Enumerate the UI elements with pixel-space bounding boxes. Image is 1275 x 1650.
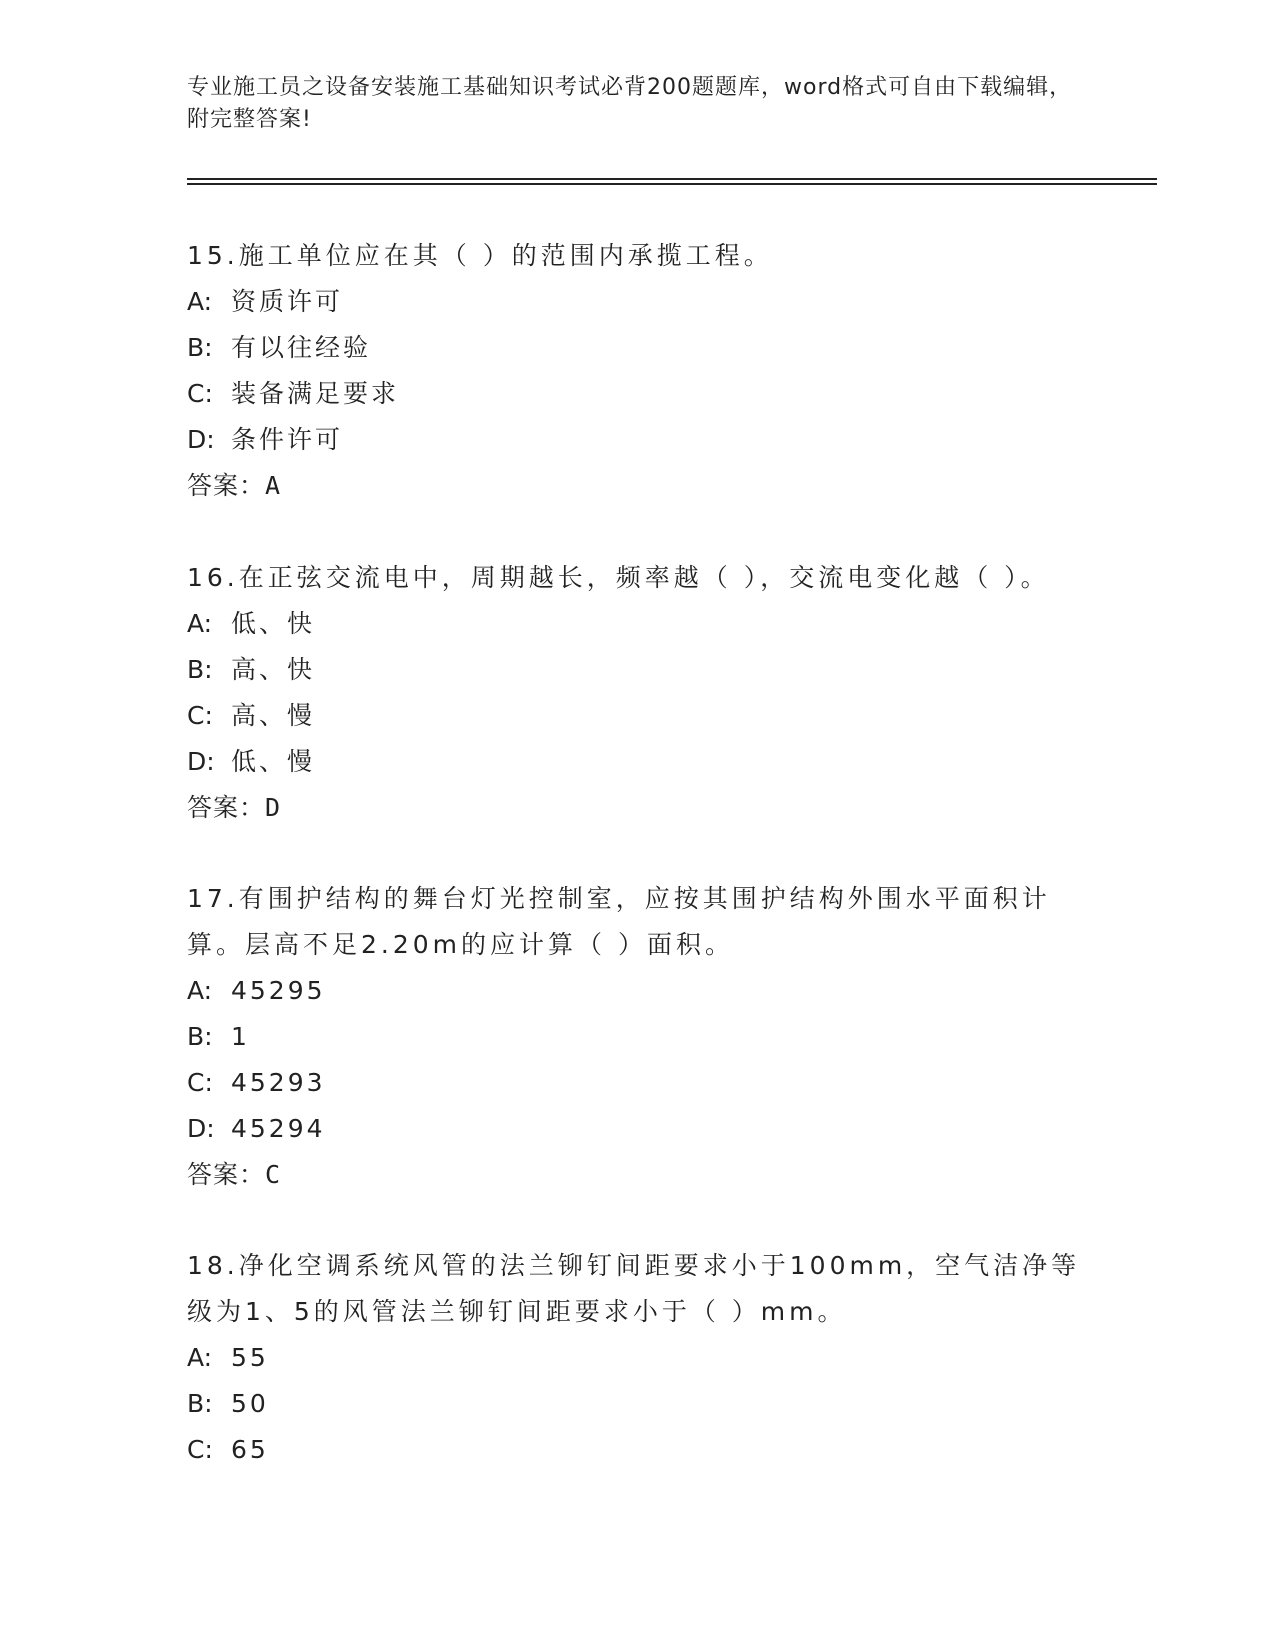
option-text: 65 [231,1435,269,1464]
option-c [187,371,1087,417]
answer-label: 答案： [187,793,266,822]
option-d [187,417,1087,463]
answer-label: 答案： [187,1160,266,1189]
answer-line [187,1152,1087,1198]
answer-value: C [265,1160,282,1189]
option-letter: C: [187,701,213,730]
option-text: 高、慢 [231,701,316,730]
answer-label: 答案： [187,471,266,500]
option-text: 资质许可 [231,287,344,316]
option-letter: B: [187,1389,213,1418]
option-a [187,601,1087,647]
option-letter: B: [187,1022,213,1051]
option-letter: C: [187,1435,213,1464]
option-a [187,968,1087,1014]
option-letter: A: [187,976,213,1005]
option-c [187,1427,1087,1473]
option-text: 装备满足要求 [231,379,400,408]
option-letter: B: [187,333,213,362]
option-text: 低、快 [231,609,316,638]
option-c [187,693,1087,739]
option-b [187,1014,1087,1060]
option-text: 有以往经验 [231,333,372,362]
question-title: 18.净化空调系统风管的法兰铆钉间距要求小于100mm，空气洁净等级为1、5的风管法兰铆钉间距要求小于（ ）mm。 [187,1251,1081,1326]
question-title: 17.有围护结构的舞台灯光控制室，应按其围护结构外围水平面积计算。层高不足2.20m的应计算（ ）面积。 [187,884,1051,959]
answer-value: D [265,793,282,822]
document-header-description: 专业施工员之设备安装施工基础知识考试必背200题题库，word格式可自由下载编辑，附完整答案! [187,75,1073,132]
question-17 [187,876,1087,1198]
header-divider-bottom [187,183,1157,185]
option-text: 高、快 [231,655,316,684]
answer-value: A [265,471,282,500]
question-16 [187,555,1087,831]
option-letter: D: [187,425,215,454]
option-letter: A: [187,287,213,316]
option-a [187,279,1087,325]
option-letter: A: [187,609,213,638]
option-c [187,1060,1087,1106]
option-letter: A: [187,1343,213,1372]
question-title: 15.施工单位应在其（ ）的范围内承揽工程。 [187,241,773,270]
option-text: 条件许可 [231,425,344,454]
option-letter: C: [187,1068,213,1097]
option-letter: D: [187,747,215,776]
option-letter: B: [187,655,213,684]
option-text: 1 [231,1022,250,1051]
option-letter: D: [187,1114,215,1143]
option-text: 45295 [231,976,326,1005]
question-title: 16.在正弦交流电中，周期越长，频率越（ ），交流电变化越（ ）。 [187,563,1050,592]
option-a [187,1335,1087,1381]
question-18 [187,1243,1087,1473]
option-b [187,1381,1087,1427]
question-15 [187,233,1087,509]
option-text: 55 [231,1343,269,1372]
answer-line [187,785,1087,831]
option-text: 低、慢 [231,747,316,776]
option-letter: C: [187,379,213,408]
option-text: 50 [231,1389,269,1418]
option-text: 45293 [231,1068,326,1097]
option-text: 45294 [231,1114,326,1143]
option-d [187,1106,1087,1152]
option-d [187,739,1087,785]
answer-line [187,463,1087,509]
option-b [187,325,1087,371]
header-divider-top [187,178,1157,180]
option-b [187,647,1087,693]
